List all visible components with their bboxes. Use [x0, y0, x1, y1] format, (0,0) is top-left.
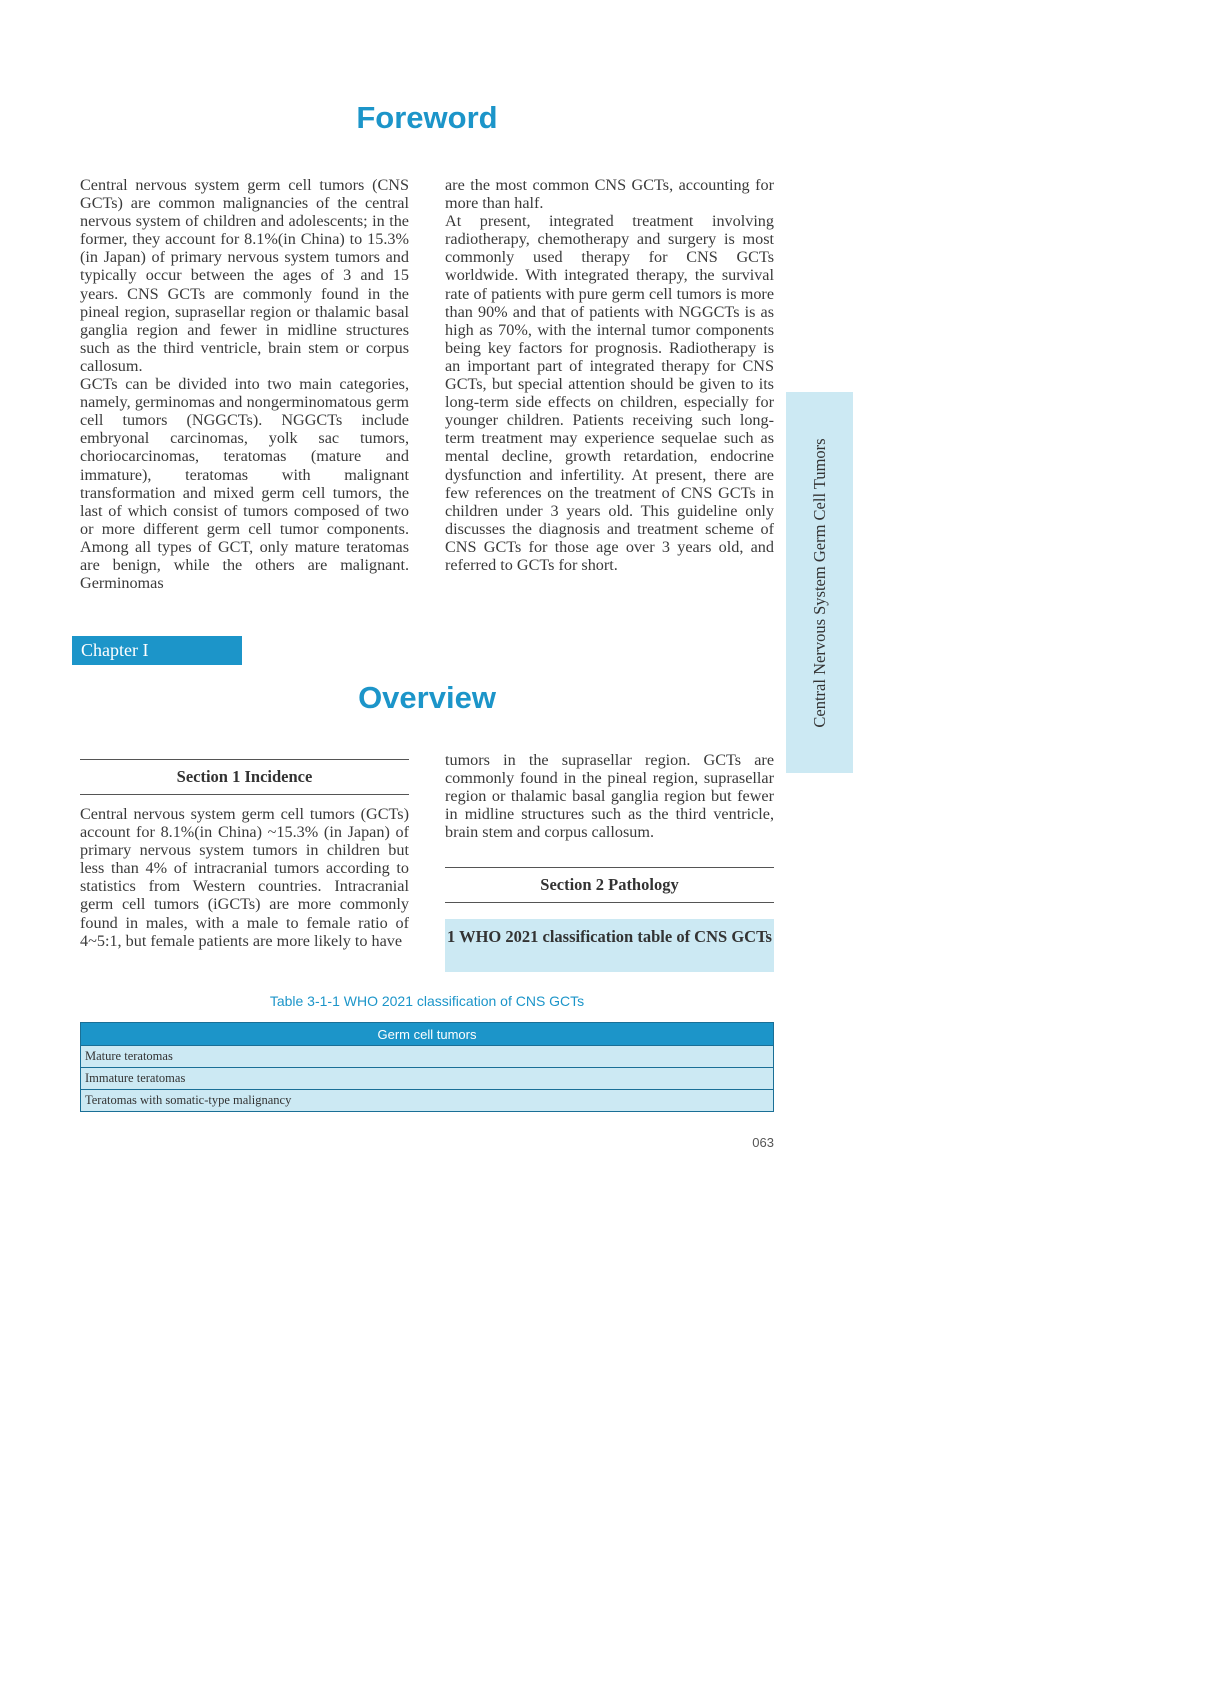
section-1-text [80, 805, 409, 950]
table-row [81, 1068, 774, 1090]
table-cell: Teratomas with somatic-type malignancy [81, 1090, 774, 1112]
table-header-cell: Germ cell tumors [81, 1023, 774, 1046]
section-2-subheading: 1 WHO 2021 classification table of CNS GCTs [445, 919, 774, 972]
overview-title: Overview [358, 680, 496, 715]
table-cell: Mature teratomas [81, 1046, 774, 1068]
table-caption: Table 3-1-1 WHO 2021 classification of CNS GCTs [269, 993, 585, 1009]
foreword-paragraph-1: Central nervous system germ cell tumors (CNS GCTs) are common malignancies of the central nervous system of children and adolescents; in the former, they account for 8.1%(in China) to 15.3% (in Japan) of primary nervous system tumors and typically occur between the ages of 3 and 15 years. CNS GCTs are commonly found in the pineal region, suprasellar region or thalamic basal ganglia region and fewer in midline structures such as the third ventricle, brain stem or corpus callosum. [80, 176, 409, 375]
foreword-column-right [445, 176, 774, 574]
foreword-paragraph-3: are the most common CNS GCTs, accounting for more than half. [445, 176, 774, 213]
table-cell: Immature teratomas [81, 1068, 774, 1090]
section-1-heading: Section 1 Incidence [80, 759, 409, 795]
classification-table [80, 1022, 774, 1112]
foreword-title: Foreword [356, 100, 498, 135]
table-header-row [81, 1023, 774, 1046]
table-row [81, 1090, 774, 1112]
section-1-paragraph-continued: tumors in the suprasellar region. GCTs are commonly found in the pineal region, suprasellar region or thalamic basal ganglia region but fewer in midline structures such as the third ventricle, brain stem and corpus callosum. [445, 751, 774, 842]
section-1-paragraph: Central nervous system germ cell tumors (GCTs) account for 8.1%(in China) ~15.3% (in Japan) of primary nervous system tumors in children but less than 4% of intracranial tumors according to statistics from Western countries. Intracranial germ cell tumors (iGCTs) are more commonly found in males, with a male to female ratio of 4~5:1, but female patients are more likely to have [80, 805, 409, 950]
section-1-text-continued [445, 751, 774, 841]
foreword-paragraph-2: GCTs can be divided into two main categories, namely, germinomas and nongerminomatous germ cell tumors (NGGCTs). NGGCTs include embryonal carcinomas, yolk sac tumors, choriocarcinomas, teratomas (mature and immature), teratomas with malignant transformation and mixed germ cell tumors, the last of which consist of tumors composed of two or more different germ cell tumor components. Among all types of GCT, only mature teratomas are benign, while the others are malignant. Germinomas [80, 375, 409, 593]
foreword-column-left [80, 176, 409, 592]
section-2-heading: Section 2 Pathology [445, 867, 774, 903]
page-number: 063 [752, 1135, 774, 1150]
foreword-paragraph-4: At present, integrated treatment involving radiotherapy, chemotherapy and surgery is most commonly used therapy for CNS GCTs worldwide. With integrated therapy, the survival rate of patients with pure germ cell tumors is more than 90% and that of patients with NGGCTs is as high as 70%, with the internal tumor components being key factors for prognosis. Radiotherapy is an important part of integrated therapy for CNS GCTs, but special attention should be given to its long-term side effects on children, especially for younger children. Patients receiving such long-term treatment may experience sequelae such as mental decline, growth retardation, endocrine dysfunction and infertility. At present, there are few references on the treatment of CNS GCTs in children under 3 years old. This guideline only discusses the diagnosis and treatment scheme of CNS GCTs for those age over 3 years old, and referred to GCTs for short. [445, 212, 774, 574]
table-row [81, 1046, 774, 1068]
chapter-side-tab [786, 392, 853, 773]
chapter-badge: Chapter I [72, 636, 242, 665]
side-tab-label: Central Nervous System Germ Cell Tumors [809, 437, 829, 728]
